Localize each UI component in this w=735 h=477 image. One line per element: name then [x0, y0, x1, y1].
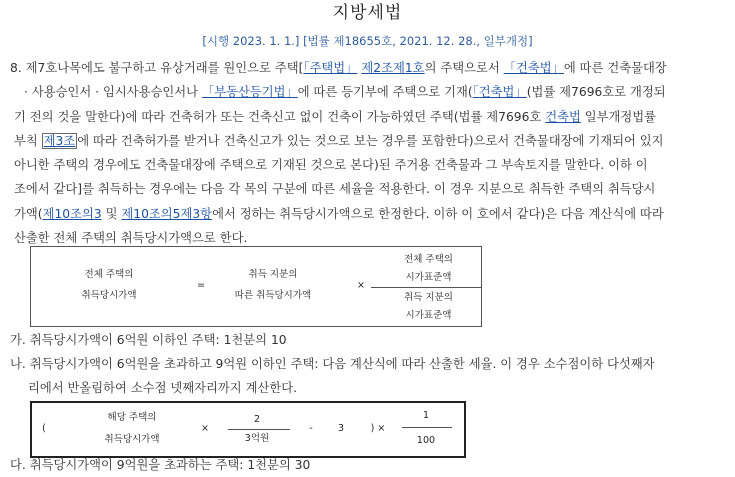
- formula1-mid-bottom: 따른 취득당시가액: [234, 290, 312, 301]
- link-housing-act[interactable]: 「주택법」: [303, 61, 358, 75]
- item-ga: 가. 취득당시가액이 6억원 이하인 주택: 1천분의 10: [10, 333, 287, 347]
- link-article-10-5-3[interactable]: 제10조의5제3항: [121, 206, 213, 221]
- para8-line-3: 기 전의 것을 말한다)에 따라 건축허가 또는 건축신고 없이 건축이 가능하였던 주택(법률 제7696호 건축법 일부개정법률: [14, 109, 657, 124]
- law-enforcement-info: [시행 2023. 1. 1.] [법률 제18655호, 2021. 12. 28., 일부개정]: [202, 34, 533, 48]
- formula1-left-top: 전체 주택의: [84, 269, 134, 280]
- item-na-line-2: 리에서 반올림하여 소수점 넷째자리까지 계산한다.: [28, 381, 297, 395]
- para8-line-8: 산출한 전체 주택의 취득당시가액으로 한다.: [14, 231, 248, 246]
- formula-box-1: [30, 246, 482, 327]
- link-building-act-3[interactable]: 건축법: [545, 109, 581, 124]
- formula2-left-bottom: 취득당시가액: [104, 434, 160, 445]
- formula1-mid-top: 취득 지분의: [248, 269, 298, 280]
- formula1-den-top: 취득 지분의: [404, 292, 453, 303]
- para8-line-2: · 사용승인서 · 임시사용승인서나 「부동산등기법」에 따른 등기부에 주택으로 기재(「건축법」(법률 제7696호로 개정되: [24, 85, 666, 100]
- link-article-10-3[interactable]: 제10조의3: [42, 206, 102, 221]
- formula2-frac2-num: 1: [422, 410, 430, 421]
- link-building-act[interactable]: 「건축법」: [503, 61, 564, 75]
- item-number: 8.: [10, 61, 22, 75]
- formula2-three: 3: [337, 423, 345, 434]
- formula1-num-top: 전체 주택의: [404, 254, 453, 265]
- para8-line-7: 가액(제10조의3 및 제10조의5제3항에서 정하는 취득당시가액으로 한정한다. 이하 이 호에서 같다)은 다음 계산식에 따라: [14, 206, 664, 221]
- formula2-close-times: ) ×: [370, 423, 386, 434]
- item-da: 다. 취득당시가액이 9억원을 초과하는 주택: 1천분의 30: [10, 458, 311, 472]
- formula2-open-paren: (: [42, 423, 46, 434]
- formula1-num-bottom: 시가표준액: [405, 272, 452, 283]
- link-building-act-2[interactable]: 「건축법」: [472, 85, 527, 100]
- paragraph-8: [10, 56, 730, 250]
- formula2-frac1-num: 2: [253, 414, 261, 425]
- formula1-times: ×: [357, 280, 365, 291]
- formula2-frac2-bar: [402, 427, 452, 428]
- formula1-left-bottom: 취득당시가액: [81, 290, 137, 301]
- formula-box-2: [30, 401, 466, 458]
- formula2-left-top: 해당 주택의: [107, 412, 157, 423]
- link-article-2-1[interactable]: 제2조제1호: [361, 61, 425, 75]
- para8-line-6: 조에서 같다]를 취득하는 경우에는 다음 각 목의 구분에 따른 세율을 적용한다. 이 경우 지분으로 취득한 주택의 취득당시: [14, 182, 656, 197]
- formula1-equals: =: [197, 280, 205, 291]
- formula2-frac1-den: 3억원: [244, 433, 270, 444]
- law-title: 지방세법: [332, 3, 403, 23]
- para8-line-1: 8. 제7호나목에도 불구하고 유상거래를 원인으로 주택[「주택법」 제2조제1호의 주택으로서 「건축법」에 따른 건축물대장: [10, 61, 667, 75]
- formula2-times-1: ×: [201, 423, 209, 434]
- link-real-estate-registration-act[interactable]: 「부동산등기법」: [201, 85, 298, 100]
- item-na-line-1: 나. 취득당시가액이 6억원을 초과하고 9억원 이하인 주택: 다음 계산식에 따라 산출한 세율. 이 경우 소수점이하 다섯째자: [10, 357, 655, 371]
- link-article-3[interactable]: 제3조: [43, 133, 76, 148]
- formula2-frac2-den: 100: [416, 435, 436, 446]
- formula2-minus: -: [309, 423, 313, 434]
- para8-line-4: 부칙 제3조 에 따라 건축허가를 받거나 건축신고가 있는 것으로 보는 경우를 포함한다)으로서 건축물대장에 기재되어 있지: [14, 133, 664, 148]
- para8-line-5: 아니한 주택의 경우에도 건축물대장에 주택으로 기재된 것으로 본다)된 주거용 건축물과 그 부속토지를 말한다. 이하 이: [14, 158, 648, 173]
- formula1-den-bottom: 시가표준액: [405, 310, 452, 321]
